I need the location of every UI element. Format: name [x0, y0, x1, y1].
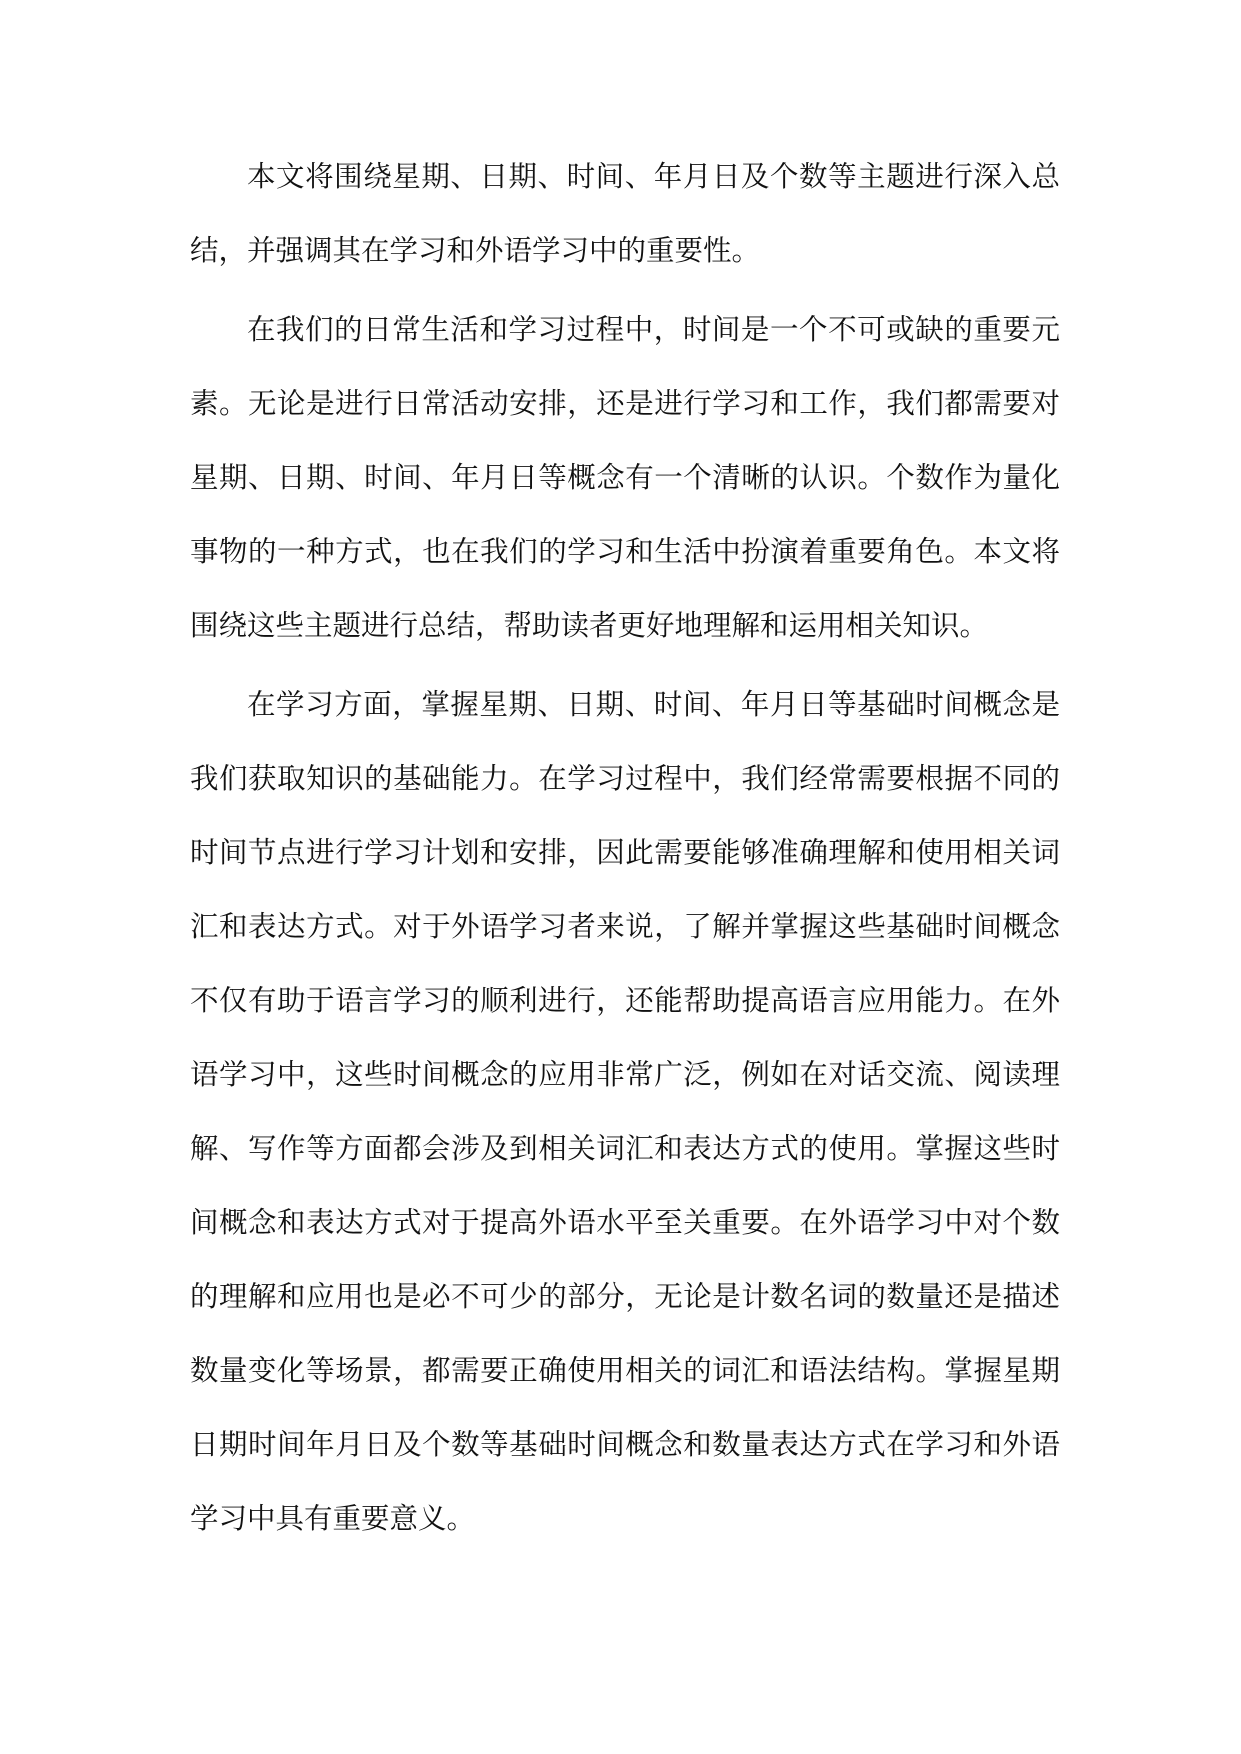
paragraph-learning: 在学习方面，掌握星期、日期、时间、年月日等基础时间概念是我们获取知识的基础能力。在学习过程中，我们经常需要根据不同的时间节点进行学习计划和安排，因此需要能够准确理解和使用相关词汇和表达方式。对于外语学习者来说，了解并掌握这些基础时间概念不仅有助于语言学习的顺利进行，还能帮助提高语言应用能力。在外语学习中，这些时间概念的应用非常广泛，例如在对话交流、阅读理解、写作等方面都会涉及到相关词汇和表达方式的使用。掌握这些时间概念和表达方式对于提高外语水平至关重要。在外语学习中对个数的理解和应用也是必不可少的部分，无论是计数名词的数量还是描述数量变化等场景，都需要正确使用相关的词汇和语法结构。掌握星期日期时间年月日及个数等基础时间概念和数量表达方式在学习和外语学习中具有重要意义。 [190, 688, 1060, 1535]
document-body [190, 140, 1060, 1561]
paragraph-intro: 本文将围绕星期、日期、时间、年月日及个数等主题进行深入总结，并强调其在学习和外语学习中的重要性。 [190, 160, 1060, 267]
paragraph-daily-life: 在我们的日常生活和学习过程中，时间是一个不可或缺的重要元素。无论是进行日常活动安排，还是进行学习和工作，我们都需要对星期、日期、时间、年月日等概念有一个清晰的认识。个数作为量化事物的一种方式，也在我们的学习和生活中扮演着重要角色。本文将围绕这些主题进行总结，帮助读者更好地理解和运用相关知识。 [190, 313, 1060, 642]
